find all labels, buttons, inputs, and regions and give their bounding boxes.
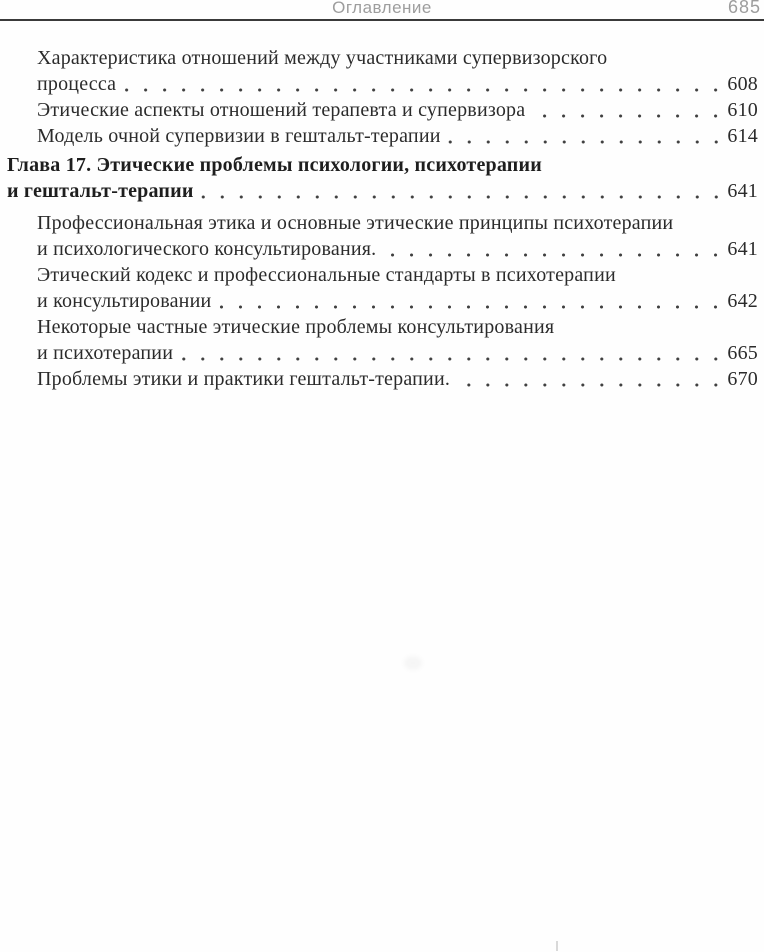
toc-entry-line	[37, 236, 758, 262]
toc-entry-line: Профессиональная этика и основные этические принципы психотерапии	[37, 212, 674, 234]
scan-artifact	[404, 656, 422, 670]
dot-leader	[216, 288, 726, 314]
toc-entry-line	[7, 178, 758, 204]
toc-page-number: 610	[727, 99, 758, 121]
toc-chapter-heading	[7, 152, 758, 204]
toc-entry	[37, 366, 758, 392]
toc-entry	[37, 210, 758, 262]
toc-page-number: 614	[727, 125, 758, 147]
toc-entry-text: и гештальт-терапии	[7, 180, 194, 202]
dot-leader	[178, 340, 726, 366]
toc-entry-line	[37, 123, 758, 149]
dot-leader	[455, 366, 726, 392]
toc-page-number: 608	[727, 73, 758, 95]
toc-entry-text: Этические аспекты отношений терапевта и супервизора	[37, 99, 526, 121]
toc-entry	[37, 45, 758, 97]
dot-leader	[530, 97, 726, 123]
dot-leader	[446, 123, 727, 149]
toc-entry-text: и психологического консультирования.	[37, 238, 377, 260]
running-header-title: Оглавление	[332, 0, 432, 17]
toc-page-number: 670	[727, 368, 758, 390]
toc-page-number: 642	[727, 290, 758, 312]
toc-entry-line	[37, 288, 758, 314]
toc-page-number: 641	[727, 238, 758, 260]
dot-leader	[381, 236, 726, 262]
dot-leader	[199, 178, 727, 204]
toc-page-number: 665	[727, 342, 758, 364]
toc-entry	[37, 262, 758, 314]
toc-entry-line	[37, 366, 758, 392]
toc-page-number: 641	[727, 180, 758, 202]
toc-entry-line: Глава 17. Этические проблемы психологии, психотерапии	[7, 154, 542, 176]
toc-entry	[37, 314, 758, 366]
table-of-contents	[0, 21, 764, 392]
dot-leader	[121, 71, 726, 97]
toc-entry-line: Характеристика отношений между участниками супервизорского	[37, 47, 608, 69]
toc-entry-text: процесса	[37, 73, 117, 95]
toc-entry-line	[37, 97, 758, 123]
toc-entry-line	[37, 340, 758, 366]
toc-entry-text: Модель очной супервизии в гештальт-терапии	[37, 125, 441, 147]
toc-entry-line: Некоторые частные этические проблемы консультирования	[37, 316, 555, 338]
toc-entry-line	[37, 71, 758, 97]
toc-entry-text: Проблемы этики и практики гештальт-терапии.	[37, 368, 451, 390]
toc-entry-text: и психотерапии	[37, 342, 174, 364]
running-header	[0, 0, 764, 21]
toc-entry-text: и консультировании	[37, 290, 212, 312]
running-header-page-number: 685	[727, 0, 761, 17]
toc-entry-line: Этический кодекс и профессиональные стандарты в психотерапии	[37, 264, 616, 286]
toc-entry	[37, 97, 758, 123]
scan-artifact	[556, 941, 558, 951]
toc-entry	[37, 123, 758, 149]
